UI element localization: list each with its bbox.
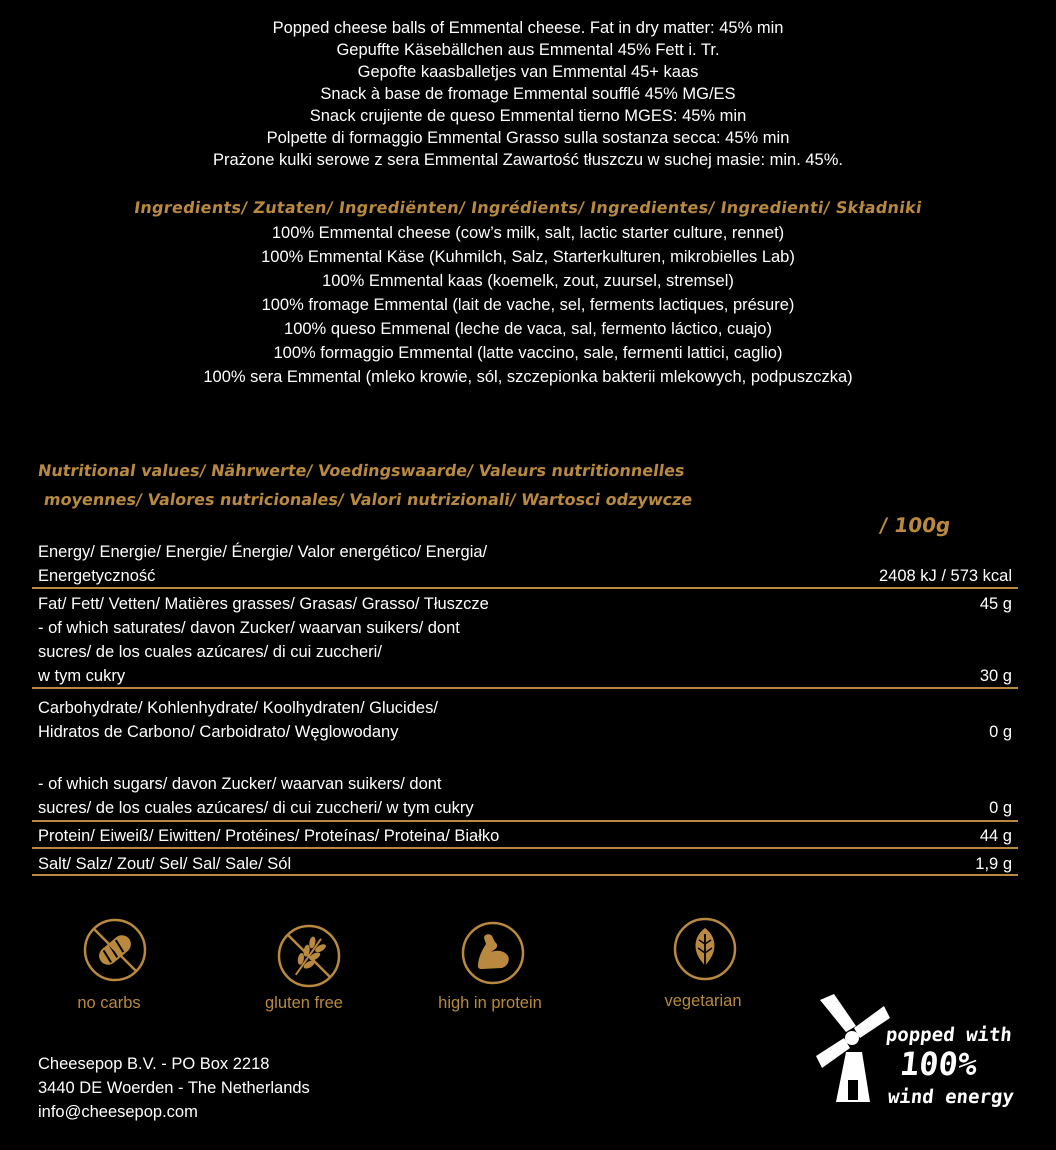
nutrition-heading-line1: Nutritional values/ Nährwerte/ Voedingswaarde/ Valeurs nutritionnelles (36, 461, 686, 480)
leaf-icon (672, 916, 738, 982)
nutrition-row-energy (38, 540, 1012, 588)
flexed-arm-icon (460, 920, 526, 986)
address-email: info@cheesepop.com (38, 1103, 198, 1121)
sugars-value: 0 g (989, 799, 1012, 817)
ingredient-line: 100% Emmental cheese (cow’s milk, salt, lactic starter culture, rennet) (271, 224, 785, 242)
wind-line3: wind energy (886, 1086, 1015, 1108)
table-divider (32, 847, 1018, 849)
salt-label: Salt/ Salz/ Zout/ Sel/ Sal/ Sale/ Sól (38, 855, 292, 873)
vegetarian-label: vegetarian (664, 992, 742, 1010)
nutrition-row-salt (38, 852, 1012, 876)
per-100g-label: / 100g (878, 513, 953, 537)
ingredient-line: 100% formaggio Emmental (latte vaccino, sale, fermenti lattici, caglio) (273, 344, 783, 362)
wind-line2: 100% (898, 1045, 980, 1083)
ingredient-line: 100% Emmental Käse (Kuhmilch, Salz, Starterkulturen, mikrobielles Lab) (261, 248, 795, 266)
description-line: Gepofte kaasballetjes van Emmental 45+ kaas (357, 63, 699, 81)
ingredient-line: 100% fromage Emmental (lait de vache, sel, ferments lactiques, présure) (261, 296, 795, 314)
protein-label: Protein/ Eiweiß/ Eiwitten/ Protéines/ Proteínas/ Proteina/ Białko (38, 827, 500, 845)
sugars-label-2: sucres/ de los cuales azúcares/ di cui zuccheri/ w tym cukry (38, 799, 474, 817)
no-carbs-label: no carbs (77, 994, 141, 1012)
ingredient-line: 100% sera Emmental (mleko krowie, sól, szczepionka bakterii mlekowych, podpuszczka) (203, 368, 853, 386)
address-line: Cheesepop B.V. - PO Box 2218 (38, 1055, 270, 1073)
nutrition-row-fat (38, 592, 1012, 616)
saturates-label-1: - of which saturates/ davon Zucker/ waarvan suikers/ dont (38, 619, 460, 637)
fat-value: 45 g (979, 595, 1012, 613)
nutrition-heading-line2: moyennes/ Valores nutricionales/ Valori nutrizionali/ Wartosci odzywcze (42, 490, 694, 509)
description-line: Prażone kulki serowe z sera Emmental Zawartość tłuszczu w suchej masie: min. 45%. (213, 151, 843, 169)
no-wheat-icon (276, 923, 342, 989)
salt-value: 1,9 g (975, 855, 1012, 873)
saturates-label-2: sucres/ de los cuales azúcares/ di cui zuccheri/ (38, 643, 382, 661)
description-line: Popped cheese balls of Emmental cheese. Fat in dry matter: 45% min (272, 19, 784, 37)
carbohydrate-label-2: Hidratos de Carbono/ Carboidrato/ Węglowodany (38, 723, 399, 741)
energy-value: 2408 kJ / 573 kcal (879, 567, 1012, 585)
company-address (38, 1052, 310, 1124)
wind-energy-badge (812, 992, 1022, 1112)
fat-label: Fat/ Fett/ Vetten/ Matières grasses/ Grasas/ Grasso/ Tłuszcze (38, 595, 489, 613)
energy-label-2: Energetyczność (38, 567, 156, 585)
ingredient-line: 100% Emmental kaas (koemelk, zout, zuursel, stremsel) (322, 272, 734, 290)
table-divider (32, 820, 1018, 822)
nutrition-row-protein (38, 824, 1012, 848)
sugars-label-1: - of which sugars/ davon Zucker/ waarvan suikers/ dont (38, 775, 442, 793)
description-line: Snack crujiente de queso Emmental tierno MGES: 45% min (309, 107, 747, 125)
saturates-value: 30 g (979, 667, 1012, 685)
windmill-icon (812, 992, 892, 1112)
ingredient-line: 100% queso Emmenal (leche de vaca, sal, fermento láctico, cuajo) (284, 320, 772, 338)
description-line: Gepuffte Käsebällchen aus Emmental 45% Fett i. Tr. (336, 41, 720, 59)
saturates-label-3: w tym cukry (38, 667, 126, 685)
table-divider (32, 874, 1018, 876)
high-protein-label: high in protein (438, 994, 542, 1012)
table-divider (32, 687, 1018, 689)
energy-label-1: Energy/ Energie/ Energie/ Énergie/ Valor energético/ Energia/ (38, 543, 488, 561)
description-line: Snack à base de fromage Emmental soufflé 45% MG/ES (320, 85, 736, 103)
product-descriptions (0, 17, 1056, 171)
address-line: 3440 DE Woerden - The Netherlands (38, 1079, 310, 1097)
wind-line1: popped with (884, 1024, 1013, 1046)
gluten-free-label: gluten free (265, 994, 343, 1012)
protein-value: 44 g (979, 827, 1012, 845)
ingredients-heading: Ingredients/ Zutaten/ Ingrediënten/ Ingrédients/ Ingredientes/ Ingredienti/ Składniki (132, 198, 924, 217)
no-bread-icon (82, 917, 148, 983)
nutrition-row-sugars (38, 772, 1012, 820)
carbohydrate-value: 0 g (989, 723, 1012, 741)
description-line: Polpette di formaggio Emmental Grasso sulla sostanza secca: 45% min (266, 129, 790, 147)
nutrition-row-carbohydrate (38, 696, 1012, 744)
ingredients-list (0, 221, 1056, 389)
table-divider (32, 587, 1018, 589)
nutrition-row-saturates (38, 616, 1012, 688)
carbohydrate-label-1: Carbohydrate/ Kohlenhydrate/ Koolhydraten/ Glucides/ (38, 699, 438, 717)
